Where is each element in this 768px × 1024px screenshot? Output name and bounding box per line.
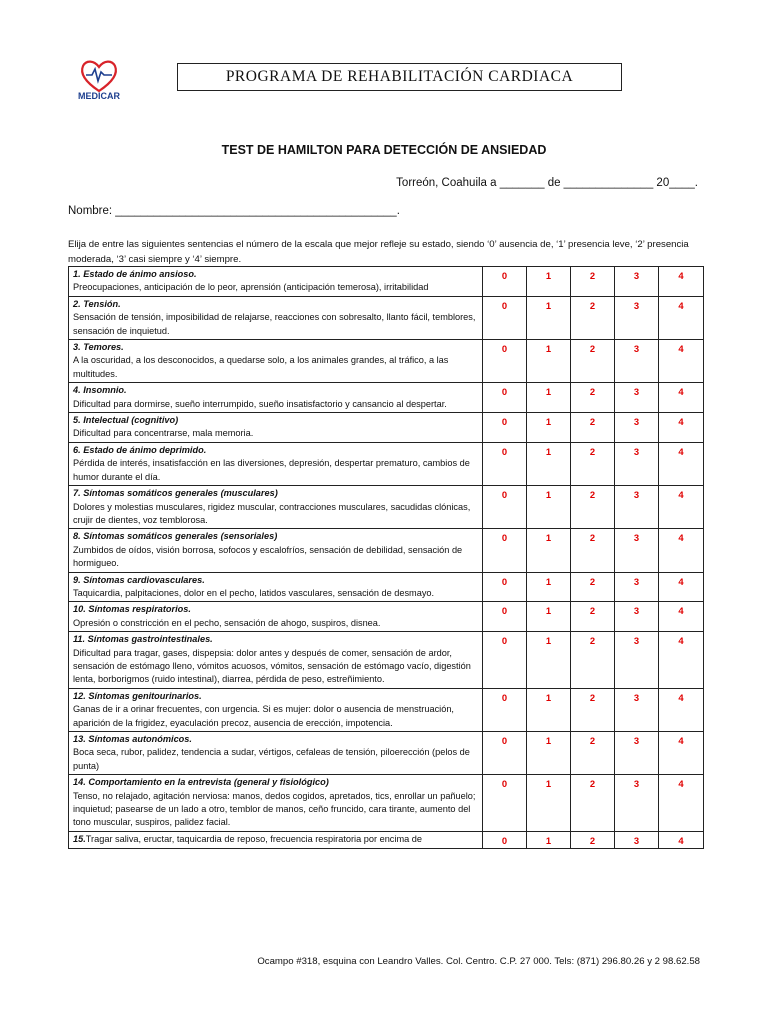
score-option-4[interactable]: 4 (659, 602, 704, 632)
item-desc: Sensación de tensión, imposibilidad de relajarse, reacciones con sobresalto, llanto fácil, temblores, sensación de inquietud. (73, 312, 476, 336)
score-option-1[interactable]: 1 (527, 632, 571, 689)
score-option-1[interactable]: 1 (527, 732, 571, 775)
score-option-4[interactable]: 4 (659, 572, 704, 602)
score-option-0[interactable]: 0 (483, 732, 527, 775)
table-row (69, 486, 704, 529)
name-line: Nombre: ____________________________________________. (68, 205, 400, 217)
item-desc: Tenso, no relajado, agitación nerviosa: manos, dedos cogidos, apretados, tics, enrollar un pañuelo; inquietud; pasearse de un lado a otro, temblor de manos, ceño fruncido, cara tirante, aumento del tono muscular, suspiros, palidez facial. (73, 790, 476, 828)
item-title: 9. Síntomas cardiovasculares. (73, 574, 205, 585)
score-option-0[interactable]: 0 (483, 775, 527, 832)
score-option-2[interactable]: 2 (571, 775, 615, 832)
table-row (69, 383, 704, 413)
score-option-0[interactable]: 0 (483, 296, 527, 339)
program-title-box (177, 63, 622, 91)
score-option-2[interactable]: 2 (571, 529, 615, 572)
score-option-1[interactable]: 1 (527, 296, 571, 339)
score-option-2[interactable]: 2 (571, 831, 615, 848)
item-desc: Dificultad para dormirse, sueño interrumpido, sueño insatisfactorio y cansancio al despertar. (73, 398, 447, 409)
item-description-cell (69, 688, 483, 731)
score-option-0[interactable]: 0 (483, 688, 527, 731)
footer-address: Ocampo #318, esquina con Leandro Valles. Col. Centro. C.P. 27 000. Tels: (871) 296.80.26 y 2 98.62.58 (257, 956, 700, 967)
item-title: 6. Estado de ánimo deprimido. (73, 444, 207, 455)
item-desc: Tragar saliva, eructar, taquicardia de reposo, frecuencia respiratoria por encima de (85, 833, 422, 844)
score-option-0[interactable]: 0 (483, 413, 527, 443)
score-option-3[interactable]: 3 (615, 267, 659, 297)
table-row (69, 413, 704, 443)
score-option-4[interactable]: 4 (659, 413, 704, 443)
score-option-2[interactable]: 2 (571, 688, 615, 731)
item-description-cell (69, 296, 483, 339)
score-option-2[interactable]: 2 (571, 632, 615, 689)
score-option-1[interactable]: 1 (527, 267, 571, 297)
score-option-0[interactable]: 0 (483, 529, 527, 572)
score-option-3[interactable]: 3 (615, 486, 659, 529)
item-desc: Boca seca, rubor, palidez, tendencia a sudar, vértigos, cefaleas de tensión, piloerección (pelos de punta) (73, 747, 470, 771)
score-option-1[interactable]: 1 (527, 383, 571, 413)
item-desc: Ganas de ir a orinar frecuentes, con urgencia. Si es mujer: dolor o ausencia de menstruación, aparición de la frigidez, eyaculación precoz, ausencia de erección, impotencia. (73, 704, 454, 728)
score-option-1[interactable]: 1 (527, 442, 571, 485)
table-row (69, 267, 704, 297)
hamilton-items-table (68, 266, 704, 849)
score-option-2[interactable]: 2 (571, 413, 615, 443)
item-description-cell (69, 442, 483, 485)
table-row (69, 632, 704, 689)
score-option-2[interactable]: 2 (571, 442, 615, 485)
table-row (69, 775, 704, 832)
score-option-1[interactable]: 1 (527, 775, 571, 832)
item-title: 5. Intelectual (cognitivo) (73, 415, 179, 426)
score-option-3[interactable]: 3 (615, 775, 659, 832)
score-option-4[interactable]: 4 (659, 632, 704, 689)
table-row (69, 688, 704, 731)
score-option-2[interactable]: 2 (571, 267, 615, 297)
table-row (69, 831, 704, 848)
heart-logo-icon (74, 55, 124, 105)
item-title: 11. Síntomas gastrointestinales. (73, 634, 213, 645)
item-title: 4. Insomnio. (73, 385, 127, 396)
score-option-0[interactable]: 0 (483, 572, 527, 602)
item-title: 10. Síntomas respiratorios. (73, 604, 191, 615)
item-desc: Pérdida de interés, insatisfacción en las diversiones, depresión, despertar prematuro, cambios de humor durante el día. (73, 458, 470, 482)
test-title: TEST DE HAMILTON PARA DETECCIÓN DE ANSIEDAD (221, 143, 547, 157)
item-description-cell (69, 340, 483, 383)
score-option-4[interactable]: 4 (659, 383, 704, 413)
item-title: 2. Tensión. (73, 298, 121, 309)
program-title: PROGRAMA DE REHABILITACIÓN CARDIACA (225, 68, 574, 85)
items-body (69, 267, 704, 849)
score-option-0[interactable]: 0 (483, 442, 527, 485)
item-description-cell (69, 732, 483, 775)
score-option-2[interactable]: 2 (571, 732, 615, 775)
item-desc: Dolores y molestias musculares, rigidez muscular, contracciones musculares, sacudidas clónicas, crujir de dientes, voz temblorosa. (73, 501, 471, 525)
score-option-3[interactable]: 3 (615, 413, 659, 443)
score-option-1[interactable]: 1 (527, 529, 571, 572)
table-row (69, 529, 704, 572)
score-option-2[interactable]: 2 (571, 486, 615, 529)
table-row (69, 296, 704, 339)
item-description-cell (69, 413, 483, 443)
score-option-4[interactable]: 4 (659, 296, 704, 339)
score-option-2[interactable]: 2 (571, 602, 615, 632)
score-option-0[interactable]: 0 (483, 632, 527, 689)
score-option-4[interactable]: 4 (659, 831, 704, 848)
medicar-logo (74, 55, 124, 105)
date-line: Torreón, Coahuila a _______ de ______________ 20____. (396, 177, 698, 189)
item-description-cell (69, 486, 483, 529)
item-title: 3. Temores. (73, 342, 124, 353)
score-option-2[interactable]: 2 (571, 383, 615, 413)
score-option-4[interactable]: 4 (659, 775, 704, 832)
score-option-4[interactable]: 4 (659, 340, 704, 383)
item-description-cell (69, 602, 483, 632)
item-title: 12. Síntomas genitourinarios. (73, 690, 202, 701)
table-row (69, 732, 704, 775)
score-option-4[interactable]: 4 (659, 442, 704, 485)
item-desc: Zumbidos de oídos, visión borrosa, sofocos y escalofríos, sensación de debilidad, sensación de hormigueo. (73, 544, 463, 569)
item-description-cell (69, 775, 483, 832)
item-desc: Taquicardia, palpitaciones, dolor en el pecho, latidos vasculares, sensación de desmayo. (73, 587, 435, 598)
score-option-4[interactable]: 4 (659, 267, 704, 297)
score-option-1[interactable]: 1 (527, 572, 571, 602)
score-option-4[interactable]: 4 (659, 688, 704, 731)
score-option-2[interactable]: 2 (571, 340, 615, 383)
instructions: Elija de entre las siguientes sentencias el número de la escala que mejor refleje su estado, siendo ‘0’ ausencia de, ‘1’ presencia leve, ‘2’ presencia moderada, ‘3’ casi siempre y ‘4’ siempre. (68, 239, 689, 265)
item-title: 8. Síntomas somáticos generales (sensoriales) (73, 531, 278, 542)
score-option-0[interactable]: 0 (483, 340, 527, 383)
item-description-cell (69, 831, 483, 848)
score-option-3[interactable]: 3 (615, 383, 659, 413)
item-title: 15. (73, 833, 86, 844)
score-option-4[interactable]: 4 (659, 732, 704, 775)
table-row (69, 602, 704, 632)
logo-wordmark: MEDICAR (78, 91, 120, 101)
score-option-1[interactable]: 1 (527, 486, 571, 529)
table-row (69, 340, 704, 383)
item-desc: Dificultad para concentrarse, mala memoria. (73, 428, 254, 439)
item-title: 7. Síntomas somáticos generales (musculares) (73, 488, 278, 499)
score-option-3[interactable]: 3 (615, 831, 659, 848)
score-option-3[interactable]: 3 (615, 732, 659, 775)
item-desc: Preocupaciones, anticipación de lo peor, aprensión (anticipación temerosa), irritabilidad (73, 282, 429, 293)
score-option-3[interactable]: 3 (615, 632, 659, 689)
score-option-0[interactable]: 0 (483, 831, 527, 848)
score-option-1[interactable]: 1 (527, 602, 571, 632)
item-title: 14. Comportamiento en la entrevista (general y fisiológico) (73, 777, 329, 788)
item-description-cell (69, 383, 483, 413)
score-option-4[interactable]: 4 (659, 529, 704, 572)
score-option-1[interactable]: 1 (527, 831, 571, 848)
table-row (69, 572, 704, 602)
score-option-3[interactable]: 3 (615, 572, 659, 602)
score-option-0[interactable]: 0 (483, 267, 527, 297)
item-desc: Opresión o constricción en el pecho, sensación de ahogo, suspiros, disnea. (73, 617, 381, 628)
score-option-4[interactable]: 4 (659, 486, 704, 529)
score-option-3[interactable]: 3 (615, 688, 659, 731)
item-description-cell (69, 529, 483, 572)
item-description-cell (69, 572, 483, 602)
score-option-3[interactable]: 3 (615, 296, 659, 339)
score-option-1[interactable]: 1 (527, 688, 571, 731)
item-desc: A la oscuridad, a los desconocidos, a quedarse solo, a los animales grandes, al tráfico, a las multitudes. (73, 355, 449, 379)
score-option-0[interactable]: 0 (483, 602, 527, 632)
item-description-cell (69, 267, 483, 297)
score-option-2[interactable]: 2 (571, 296, 615, 339)
score-option-2[interactable]: 2 (571, 572, 615, 602)
item-title: 1. Estado de ánimo ansioso. (73, 269, 197, 279)
score-option-0[interactable]: 0 (483, 486, 527, 529)
item-title: 13. Síntomas autonómicos. (73, 734, 192, 744)
table-row (69, 442, 704, 485)
score-option-3[interactable]: 3 (615, 602, 659, 632)
score-option-1[interactable]: 1 (527, 413, 571, 443)
score-option-0[interactable]: 0 (483, 383, 527, 413)
score-option-3[interactable]: 3 (615, 340, 659, 383)
score-option-3[interactable]: 3 (615, 442, 659, 485)
item-desc: Dificultad para tragar, gases, dispepsia: dolor antes y después de comer, sensación de ardor, sensación de estómago lleno, vómitos acuosos, vómitos, sensación de estómago vacío, digestión lenta, borborigmos (ruido intestinal), diarrea, pérdida de peso, estreñimiento. (73, 647, 471, 685)
score-option-1[interactable]: 1 (527, 340, 571, 383)
item-description-cell (69, 632, 483, 689)
score-option-3[interactable]: 3 (615, 529, 659, 572)
